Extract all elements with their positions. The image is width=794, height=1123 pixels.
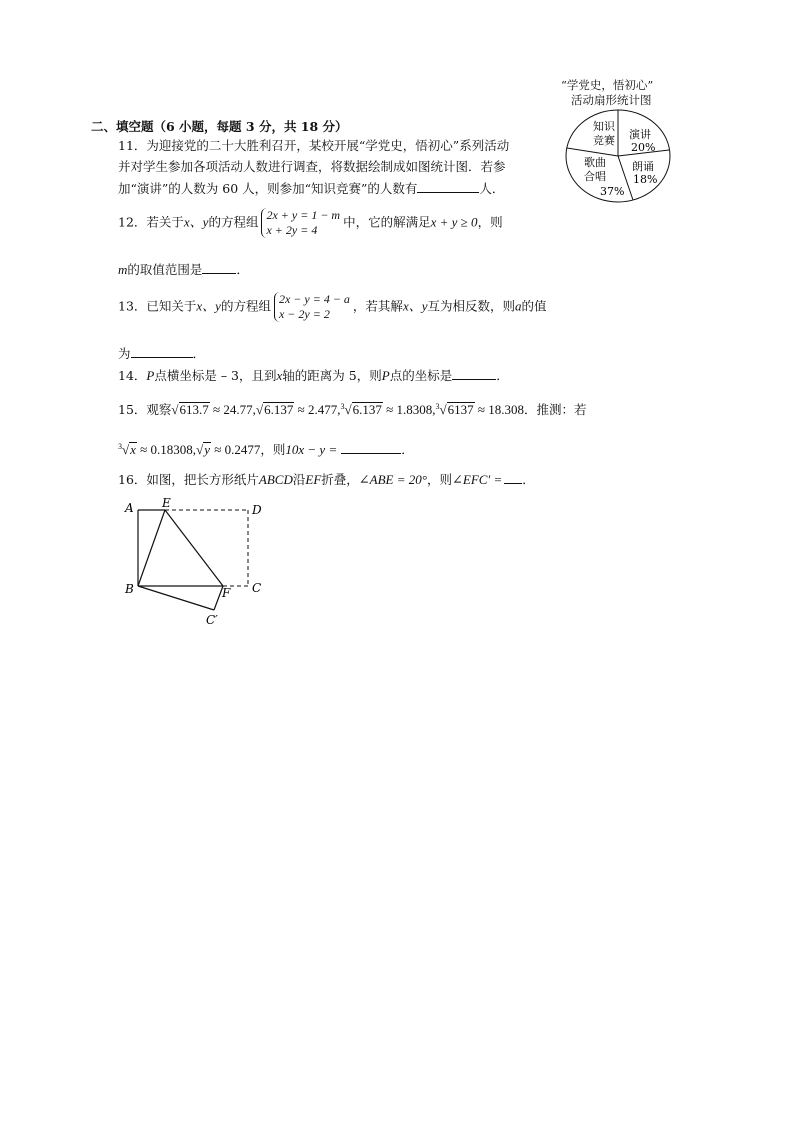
q15-val2: ≈ 2.477,	[294, 402, 341, 418]
q15-text-b: ．推测：若	[524, 402, 587, 418]
q16-angle2: ∠EFC′ =	[451, 472, 503, 487]
q15-rad1: 613.7	[179, 402, 209, 418]
q15-prefix: 15．观察	[118, 402, 172, 418]
q13-line2	[118, 344, 205, 363]
q12-line2-text: 的取值范围是	[127, 262, 203, 277]
q15-text-c: ，则	[260, 442, 286, 458]
q13-post3: 的值	[521, 298, 547, 314]
q12-line2	[118, 260, 249, 279]
q12-cond-post: ，则	[477, 214, 503, 230]
pie-chart	[563, 108, 675, 204]
q15-rad3: 6.137	[352, 402, 382, 418]
q16-answer-blank[interactable]	[504, 470, 522, 484]
q15-val5: ≈ 0.18308,	[136, 442, 197, 458]
q13-mid: 的方程组	[220, 298, 271, 314]
q13-answer-blank[interactable]	[131, 344, 193, 358]
q13-vars2: x、y	[402, 298, 428, 314]
pie-label-recite-pct: 18%	[633, 173, 658, 186]
pie-label-chorus-1: 歌曲	[584, 156, 606, 169]
q15-expr: 10x − y =	[285, 442, 338, 458]
q12-prefix: 12．若关于	[118, 214, 184, 230]
q14-x: x	[276, 368, 283, 383]
q15-val3: ≈ 1.8308,	[382, 402, 436, 418]
q16-end: ．	[522, 472, 535, 487]
pie-label-speech: 演讲	[629, 128, 651, 141]
q13-var-a: a	[515, 298, 522, 314]
pie-label-recite: 朗诵	[632, 160, 654, 173]
pie-label-knowledge-2: 竞赛	[593, 134, 615, 147]
pie-label-chorus-pct: 37%	[600, 185, 625, 198]
q13-line2-end: ．	[192, 346, 206, 361]
q12-system	[261, 208, 340, 238]
q14-text-b: 点横坐标是 – 3，且到	[154, 368, 277, 383]
q15-rad6: y	[204, 442, 210, 458]
q12-vars: x、y	[183, 214, 209, 230]
q13-line2-text: 为	[118, 346, 131, 361]
figure-label-a: A	[125, 501, 134, 515]
q15-cube5: 3	[118, 442, 122, 451]
pie-label-speech-pct: 20%	[631, 141, 656, 154]
q13-vars: x、y	[196, 298, 221, 314]
q11-line3	[118, 179, 504, 198]
figure-label-c: C	[252, 581, 262, 595]
q14-number: 14．	[118, 368, 147, 383]
q11-line3-end: 人．	[479, 181, 505, 196]
q13-post: ，若其解	[352, 298, 403, 314]
q11-line2: 并对学生参加各项活动人数进行调查，将数据绘制成如图统计图．若参	[118, 159, 506, 174]
pie-label-chorus-2: 合唱	[584, 170, 606, 183]
q16-abcd: ABCD	[258, 472, 293, 487]
q12-var-m: m	[118, 262, 128, 277]
q11-line1: 11．为迎接党的二十大胜利召开，某校开展“学党史，悟初心”系列活动	[118, 138, 510, 153]
pie-title-line2: 活动扇形统计图	[571, 93, 652, 107]
q14-p: P	[146, 368, 155, 383]
q12-cond: x + y ≥ 0	[430, 214, 478, 230]
q15-val4: ≈ 18.308	[474, 402, 525, 418]
q16-angle: ∠ABE = 20°	[358, 472, 427, 487]
q16-text-b: 沿	[292, 472, 306, 487]
q12-line2-end: ．	[236, 262, 249, 277]
q12-mid: 的方程组	[208, 214, 259, 230]
q16-prefix: 16．如图，把长方形纸片	[118, 472, 259, 487]
q14-line	[118, 366, 509, 385]
q12-answer-blank[interactable]	[202, 260, 236, 274]
figure-label-d: D	[252, 503, 262, 517]
q13-system	[274, 292, 350, 322]
q13-prefix: 13．已知关于	[118, 298, 197, 314]
q14-p2: P	[381, 368, 390, 383]
q15-answer-blank[interactable]	[341, 440, 401, 454]
folding-figure	[120, 496, 270, 630]
q12-cond-pre: 中，它的解满足	[343, 214, 431, 230]
q12-eq2: x + 2y = 4	[266, 223, 318, 237]
q15-cube3: 3	[340, 402, 345, 411]
pie-label-knowledge-1: 知识	[593, 120, 615, 133]
q14-text-d: 点的坐标是	[389, 368, 453, 383]
q15-rad4: 6137	[447, 402, 474, 418]
q15-line1: 15．观察√613.7 ≈ 24.77,√6.137 ≈ 2.477,$^3$√6.137 ≈ 1.8308,$^3$√6137 ≈ 18.308．推测：若	[118, 402, 587, 418]
q16-text-c: 折叠，	[321, 472, 359, 487]
q13-eq2: x − 2y = 2	[278, 307, 330, 321]
q16-text-d: ，则	[426, 472, 452, 487]
q15-val6: ≈ 0.2477	[210, 442, 261, 458]
q14-end: ．	[496, 368, 509, 383]
q12-eq1: 2x + y = 1 − m	[266, 208, 341, 222]
q15-end: ．	[401, 442, 414, 458]
q14-text-c: 轴的距离为 5，则	[282, 368, 382, 383]
q12-line1	[118, 208, 503, 238]
q15-cube4: 3	[435, 402, 440, 411]
q16-ef: EF	[305, 472, 322, 487]
section-header: 二、填空题（6 小题，每题 3 分，共 18 分）	[91, 119, 348, 134]
q11-line3-text: 加“演讲”的人数为 60 人，则参加“知识竞赛”的人数有	[118, 181, 418, 196]
figure-label-c-prime: C′	[206, 613, 218, 627]
pie-title-line1: “学党史，悟初心”	[561, 78, 654, 92]
q11-answer-blank[interactable]	[417, 179, 479, 193]
figure-label-f: F	[222, 586, 231, 600]
q15-line2: $^3$√x ≈ 0.18308,√y ≈ 0.2477，则10x − y = ．	[118, 442, 414, 458]
figure-label-e: E	[162, 496, 171, 510]
q13-post2: 互为相反数，则	[427, 298, 515, 314]
q15-rad2: 6.137	[264, 402, 294, 418]
figure-label-b: B	[125, 582, 134, 596]
q13-eq1: 2x − y = 4 − a	[278, 292, 350, 306]
q15-rad5: x	[130, 442, 136, 458]
q13-line1	[118, 292, 547, 322]
q15-val1: ≈ 24.77,	[209, 402, 256, 418]
q16-line	[118, 470, 535, 489]
q14-answer-blank[interactable]	[452, 366, 496, 380]
